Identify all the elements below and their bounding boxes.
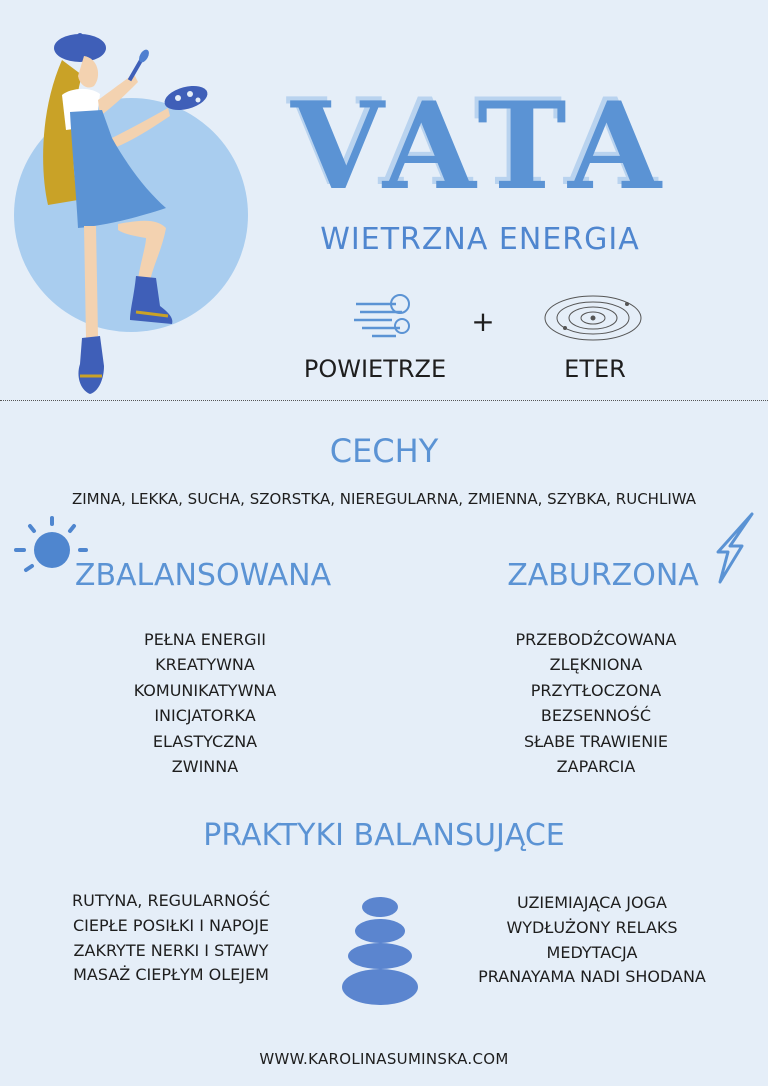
balanced-list [90, 627, 320, 779]
plus-sign: + [471, 305, 495, 338]
wind-icon [352, 290, 414, 342]
list-item: MASAŻ CIEPŁYM OLEJEM [73, 965, 269, 985]
practices-heading: PRAKTYKI BALANSUJĄCE [203, 818, 565, 853]
traits-heading: CECHY [329, 432, 439, 470]
painter-girl-illustration [0, 20, 260, 410]
air-label: POWIETRZE [303, 355, 447, 383]
list-item: RUTYNA, REGULARNOŚĆ [71, 891, 271, 910]
balanced-heading: ZBALANSOWANA [74, 558, 332, 593]
list-item: INICJATORKA [154, 706, 256, 726]
section-divider [0, 400, 768, 401]
list-item: KOMUNIKATYWNA [133, 680, 277, 700]
list-item: ZLĘKNIONA [549, 655, 643, 675]
list-item: BEZSENNOŚĆ [540, 706, 652, 726]
list-item: WYDŁUŻONY RELAKS [506, 917, 678, 937]
lightning-icon [714, 512, 756, 584]
list-item: PRZYTŁOCZONA [530, 680, 662, 700]
page-title: VATA [290, 76, 670, 217]
list-item: PEŁNA ENERGII [144, 630, 266, 649]
list-item: ZAKRYTE NERKI I STAWY [73, 940, 269, 960]
list-item: KREATYWNA [155, 655, 255, 675]
disturbed-list [458, 627, 734, 779]
list-item: PRZEBODŹCOWANA [515, 630, 677, 649]
list-item: ELASTYCZNA [152, 731, 258, 751]
page-subtitle: WIETRZNA ENERGIA [320, 222, 640, 257]
list-item: UZIEMIAJĄCA JOGA [517, 893, 667, 912]
list-item: SŁABE TRAWIENIE [523, 731, 669, 751]
list-item: MEDYTACJA [546, 942, 638, 962]
list-item: ZWINNA [171, 757, 239, 777]
disturbed-heading: ZABURZONA [507, 558, 699, 593]
list-item: CIEPŁE POSIŁKI I NAPOJE [72, 915, 270, 935]
stacked-stones-icon [340, 893, 422, 1008]
orbit-icon [543, 292, 643, 344]
list-item: PRANAYAMA NADI SHODANA [478, 967, 706, 987]
list-item: ZAPARCIA [556, 757, 636, 777]
website-link[interactable]: WWW.KAROLINASUMINSKA.COM [259, 1050, 509, 1068]
practices-left-list [40, 889, 302, 988]
ether-label: ETER [564, 355, 626, 383]
traits-list: ZIMNA, LEKKA, SUCHA, SZORSTKA, NIEREGULARNA, ZMIENNA, SZYBKA, RUCHLIWA [71, 490, 697, 508]
practices-right-list [452, 891, 732, 990]
